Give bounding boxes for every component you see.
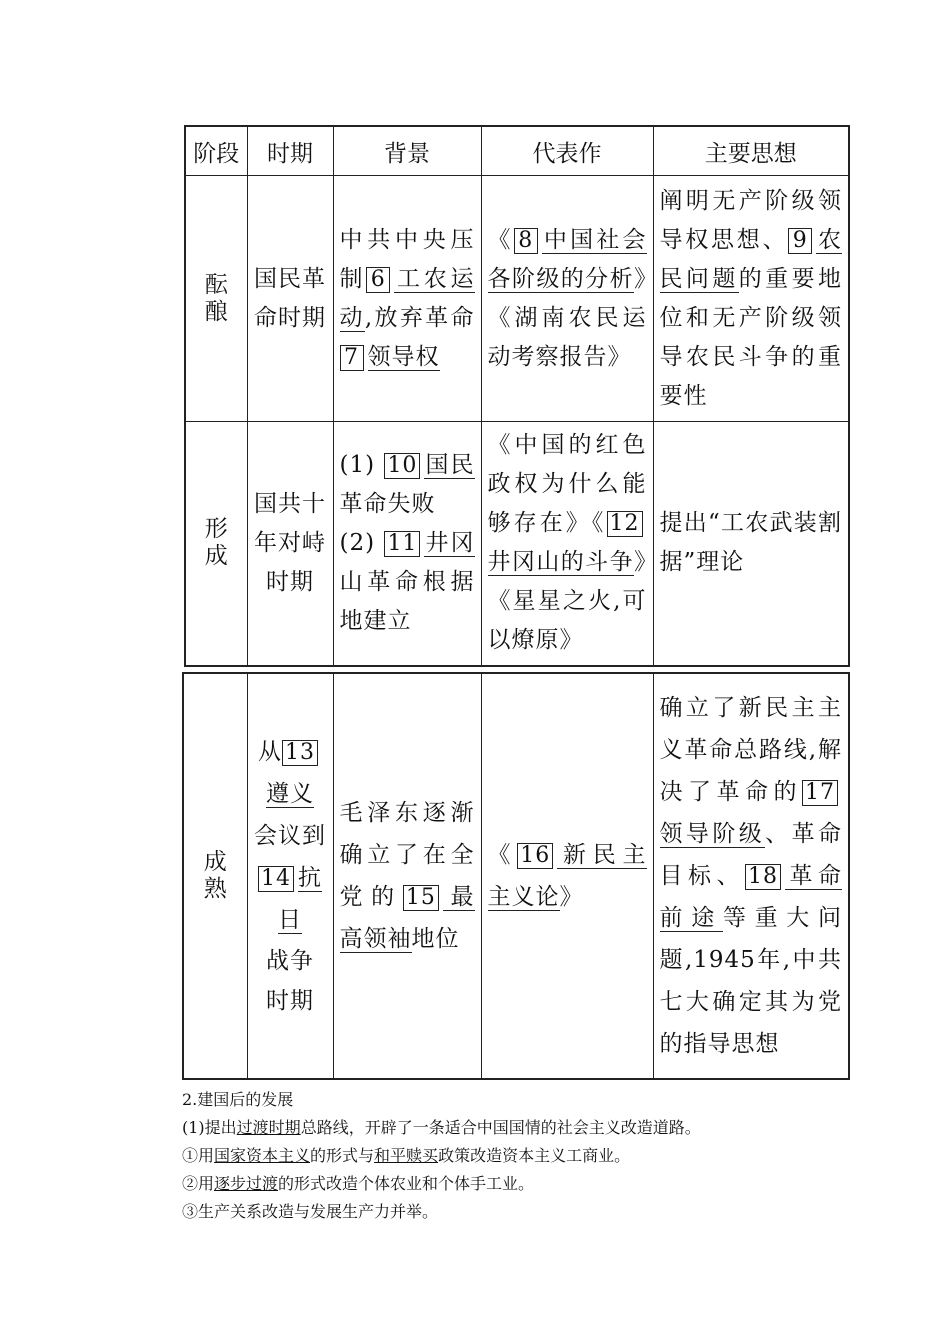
answer-text: 中国社会各阶级的分析 — [487, 226, 647, 292]
stage-cell: 形 成 — [185, 422, 247, 666]
table-row — [183, 673, 849, 1079]
answer-text: 井冈 — [424, 529, 475, 556]
answer-text: 最高领袖 — [339, 884, 475, 952]
answer-text: 领导阶级 — [659, 821, 766, 847]
header-ideas: 主要思想 — [653, 126, 849, 176]
header-stage: 阶段 — [185, 126, 247, 176]
answer-text: 遵义 — [266, 780, 314, 807]
blank-number: 15 — [403, 885, 439, 911]
notes-line: ②用逐步过渡的形式改造个体农业和个体手工业。 — [182, 1174, 535, 1193]
notes-heading: 2.建国后的发展 — [182, 1090, 294, 1109]
blank-number: 9 — [788, 228, 812, 254]
blank-number: 13 — [282, 740, 318, 766]
answer-text: 革命前途 — [659, 863, 842, 931]
blank-number: 12 — [607, 511, 643, 537]
header-period: 时期 — [247, 126, 333, 176]
works-cell: 《中国的红色政权为什么能够存在》《 12井冈山的斗争》《星星之火,可以燎原》 — [481, 422, 653, 666]
period-cell: 国共十 年对峙 时期 — [247, 422, 333, 666]
notes-line: ③生产关系改造与发展生产力并举。 — [182, 1202, 439, 1221]
background-cell: 中共中央压制 6 工农运动,放弃革命7 领导权 — [333, 176, 481, 422]
period-cell: 国民革 命时期 — [247, 176, 333, 422]
background-cell: 毛泽东逐渐确立了在全党的 15 最高领袖地位 — [333, 673, 481, 1079]
stages-table-bottom — [182, 672, 850, 1080]
blank-number: 14 — [258, 866, 294, 892]
ideas-cell: 提出“工农武装割据”理论 — [653, 422, 849, 666]
notes-line: (1)提出过渡时期总路线，开辟了一条适合中国国情的社会主义改造道路。 — [182, 1118, 701, 1137]
background-cell: (1) 10 国民革命失败 (2) 11 井冈山革命根据地建立 — [333, 422, 481, 666]
blank-number: 18 — [745, 864, 781, 890]
notes-section — [182, 1086, 882, 1226]
answer-text: 农民问题 — [659, 226, 842, 292]
works-cell: 《 8 中国社会各阶级的分析》《湖南农民运动考察报告》 — [481, 176, 653, 422]
answer-text: 抗日 — [278, 864, 322, 933]
header-background: 背景 — [333, 126, 481, 176]
header-works: 代表作 — [481, 126, 653, 176]
blank-number: 8 — [514, 228, 538, 254]
blank-number: 11 — [384, 531, 420, 557]
table-row — [185, 422, 849, 666]
answer-text: 新民主主义论 — [487, 842, 647, 910]
header-row — [185, 126, 849, 176]
stage-cell: 酝 酿 — [185, 176, 247, 422]
blank-number: 10 — [384, 453, 420, 479]
answer-text: 工农运动 — [339, 265, 475, 331]
stages-table-top — [184, 125, 850, 667]
answer-text: 国民 — [424, 451, 475, 478]
stage-cell: 成 熟 — [183, 673, 247, 1079]
notes-line: ①用国家资本主义的形式与和平赎买政策改造资本主义工商业。 — [182, 1146, 631, 1165]
table-row — [185, 176, 849, 422]
period-cell: 从 13 遵义 会议到 14 抗日 战争时期 — [247, 673, 333, 1079]
works-cell: 《 16 新民主主义论》 — [481, 673, 653, 1079]
blank-number: 16 — [517, 843, 553, 869]
ideas-cell: 确立了新民主主义革命总路线,解决了革命的 17领导阶级、革命目标、 18 革命前途等重大问题,1945年,中共七大确定其为党的指导思想 — [653, 673, 849, 1079]
answer-text: 领导权 — [367, 343, 440, 370]
ideas-cell: 阐明无产阶级领导权思想、 9 农民问题的重要地位和无产阶级领导农民斗争的重要性 — [653, 176, 849, 422]
blank-number: 7 — [340, 345, 364, 371]
blank-number: 6 — [366, 267, 390, 293]
blank-number: 17 — [802, 780, 838, 806]
answer-text: 井冈山的斗争 — [487, 549, 634, 576]
